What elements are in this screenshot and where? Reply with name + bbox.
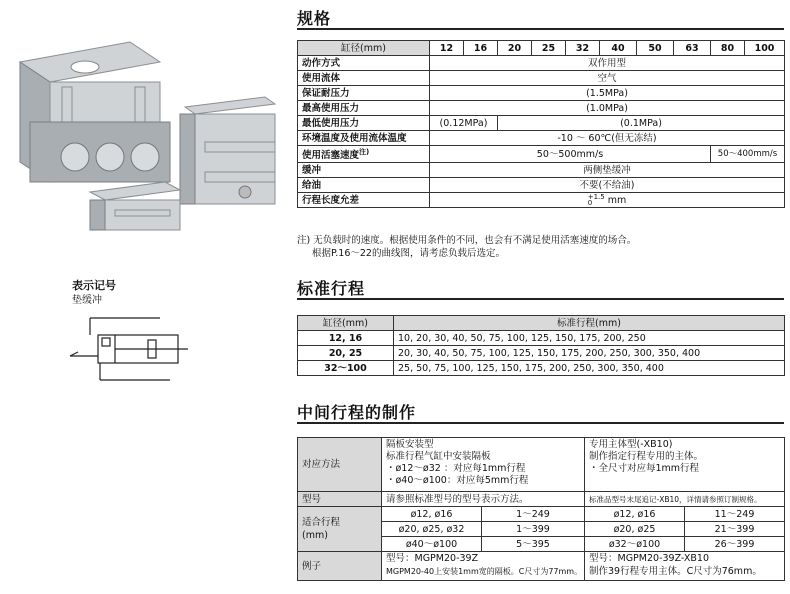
spec-value: (1.5MPa) [430, 86, 785, 101]
std-stroke-bore: 20, 25 [298, 346, 394, 361]
method-label: 对应方法 [298, 438, 382, 492]
left-range-value: 5～395 [482, 537, 585, 552]
bore-63: 63 [674, 41, 711, 56]
spec-label: 保证耐压力 [298, 86, 430, 101]
bore-80: 80 [711, 41, 745, 56]
right-range-bore: ø32～ø100 [585, 537, 685, 552]
std-stroke-bore: 32～100 [298, 361, 394, 376]
spec-row-min-pressure [298, 116, 785, 131]
spec-row-fluid [298, 71, 785, 86]
bore-12: 12 [430, 41, 464, 56]
left-method-line: 隔板安装型 [386, 439, 434, 450]
right-range-bore: ø20, ø25 [585, 522, 685, 537]
spec-label: 最高使用压力 [298, 101, 430, 116]
tolerance-upper: +1.5 [587, 193, 605, 202]
mid-stroke-table [297, 437, 785, 581]
table-row [298, 346, 785, 361]
spec-note-2: 根据P.16～22的曲线图，请考虑负载后选定。 [312, 248, 505, 259]
bore-100: 100 [745, 41, 785, 56]
spec-label: 行程长度允差 [298, 193, 430, 208]
spec-value: 50～500mm/s [430, 146, 711, 163]
spec-value: (1.0MPa) [430, 101, 785, 116]
spec-label: 环境温度及使用流体温度 [298, 131, 430, 146]
mid-stroke-title-rule [297, 422, 784, 424]
right-method-line: 专用主体型(-XB10) [589, 439, 673, 450]
std-stroke-table [297, 315, 785, 376]
spec-label: 动作方式 [298, 56, 430, 71]
range-label-line: 适合行程 [302, 517, 341, 528]
spec-value: 不要(不给油) [430, 178, 785, 193]
spec-label: 缓冲 [298, 163, 430, 178]
spec-label: 给油 [298, 178, 430, 193]
spec-title: 规格 [297, 9, 332, 28]
right-range-value: 21～399 [685, 522, 785, 537]
spec-value: 双作用型 [430, 56, 785, 71]
spec-value: 50～400mm/s [711, 146, 785, 163]
spec-row-stroke-tolerance [298, 193, 785, 208]
mid-row-method [298, 438, 785, 492]
spec-value: 空气 [430, 71, 785, 86]
spec-title-rule [297, 28, 784, 30]
spec-row-lubrication [298, 178, 785, 193]
left-range-value: 1～399 [482, 522, 585, 537]
bore-16: 16 [464, 41, 498, 56]
left-method-line: 标准行程气缸中安装隔板 [386, 451, 491, 462]
spec-row-max-pressure [298, 101, 785, 116]
mid-row-example [298, 552, 785, 581]
std-stroke-col-bore: 缸径(mm) [298, 316, 394, 331]
left-range-bore: ø20, ø25, ø32 [382, 522, 482, 537]
bore-50: 50 [637, 41, 674, 56]
left-example-line: 型号：MGPM20-39Z [386, 553, 479, 564]
std-stroke-values: 25, 50, 75, 100, 125, 150, 175, 200, 250, 300, 350, 400 [394, 361, 785, 376]
std-stroke-values: 10, 20, 30, 40, 50, 75, 100, 125, 150, 175, 200, 250 [394, 331, 785, 346]
left-method-line: ・ø40～ø100：对应每5mm行程 [386, 475, 529, 486]
range-label-line: (mm) [302, 530, 328, 541]
symbol-subtitle: 垫缓冲 [72, 295, 102, 306]
std-stroke-header [298, 316, 785, 331]
tolerance-lower: 0 [587, 199, 593, 208]
model-label: 型号 [298, 492, 382, 507]
cylinder-symbol-diagram [60, 310, 190, 390]
tolerance-unit: mm [607, 194, 627, 206]
left-method [382, 438, 585, 492]
left-range-bore: ø40～ø100 [382, 537, 482, 552]
guided-cylinder-large [20, 42, 170, 182]
spec-row-cushion [298, 163, 785, 178]
bore-20: 20 [498, 41, 532, 56]
mid-row-range-1 [298, 507, 785, 522]
left-example [382, 552, 585, 581]
table-row [298, 361, 785, 376]
std-stroke-col-stroke: 标准行程(mm) [394, 316, 785, 331]
left-range-bore: ø12, ø16 [382, 507, 482, 522]
example-label: 例子 [298, 552, 382, 581]
range-label [298, 507, 382, 552]
spec-table [297, 40, 785, 208]
spec-value: 两侧垫缓冲 [430, 163, 785, 178]
right-example-line: 型号：MGPM20-39Z-XB10 [589, 553, 709, 564]
spec-row-temperature [298, 131, 785, 146]
std-stroke-bore: 12, 16 [298, 331, 394, 346]
guided-cylinder-small [90, 182, 180, 230]
left-method-line: ・ø12～ø32 ：对应每1mm行程 [386, 463, 526, 474]
spec-header-label: 缸径(mm) [298, 41, 430, 56]
spec-label: 使用活塞速度$^{注)}$ [298, 146, 430, 163]
spec-header-row [298, 41, 785, 56]
right-example [585, 552, 785, 581]
right-method-line: ・全尺寸对应每1mm行程 [589, 463, 700, 474]
right-method [585, 438, 785, 492]
mid-stroke-title: 中间行程的制作 [297, 403, 417, 422]
left-example-line: MGPM20-40上安装1mm宽的隔板。C尺寸为77mm。 [386, 567, 583, 576]
bore-32: 32 [566, 41, 600, 56]
bore-25: 25 [532, 41, 566, 56]
spec-row-piston-speed [298, 146, 785, 163]
spec-value: -10 ～ 60℃(但无冻结) [430, 131, 785, 146]
note-mark: 注) [359, 148, 370, 156]
right-range-bore: ø12, ø16 [585, 507, 685, 522]
guided-cylinder-medium [180, 97, 275, 204]
spec-note-1: 注) 无负载时的速度。根据使用条件的不同，也会有不满足使用活塞速度的场合。 [297, 235, 637, 246]
std-stroke-title-rule [297, 298, 784, 300]
spec-label: 使用流体 [298, 71, 430, 86]
right-range-value: 11～249 [685, 507, 785, 522]
std-stroke-title: 标准行程 [297, 279, 366, 298]
symbol-title: 表示记号 [72, 279, 116, 292]
product-photo [0, 32, 290, 247]
bore-40: 40 [600, 41, 637, 56]
spec-label: 最低使用压力 [298, 116, 430, 131]
left-range-value: 1～249 [482, 507, 585, 522]
table-row [298, 331, 785, 346]
right-example-line: 制作39行程专用主体。C尺寸为76mm。 [589, 566, 762, 577]
spec-value: (0.1MPa) [498, 116, 785, 131]
mid-row-model [298, 492, 785, 507]
spec-value: (0.12MPa) [430, 116, 498, 131]
right-range-value: 26～399 [685, 537, 785, 552]
spec-row-action [298, 56, 785, 71]
right-model: 标准品型号末尾追记-XB10，详情请参照订制规格。 [585, 492, 785, 507]
right-method-line: 制作指定行程专用的主体。 [589, 451, 704, 462]
spec-value [430, 193, 785, 208]
left-model: 请参照标准型号的型号表示方法。 [382, 492, 585, 507]
std-stroke-values: 20, 30, 40, 50, 75, 100, 125, 150, 175, 200, 250, 300, 350, 400 [394, 346, 785, 361]
spec-row-proof-pressure [298, 86, 785, 101]
